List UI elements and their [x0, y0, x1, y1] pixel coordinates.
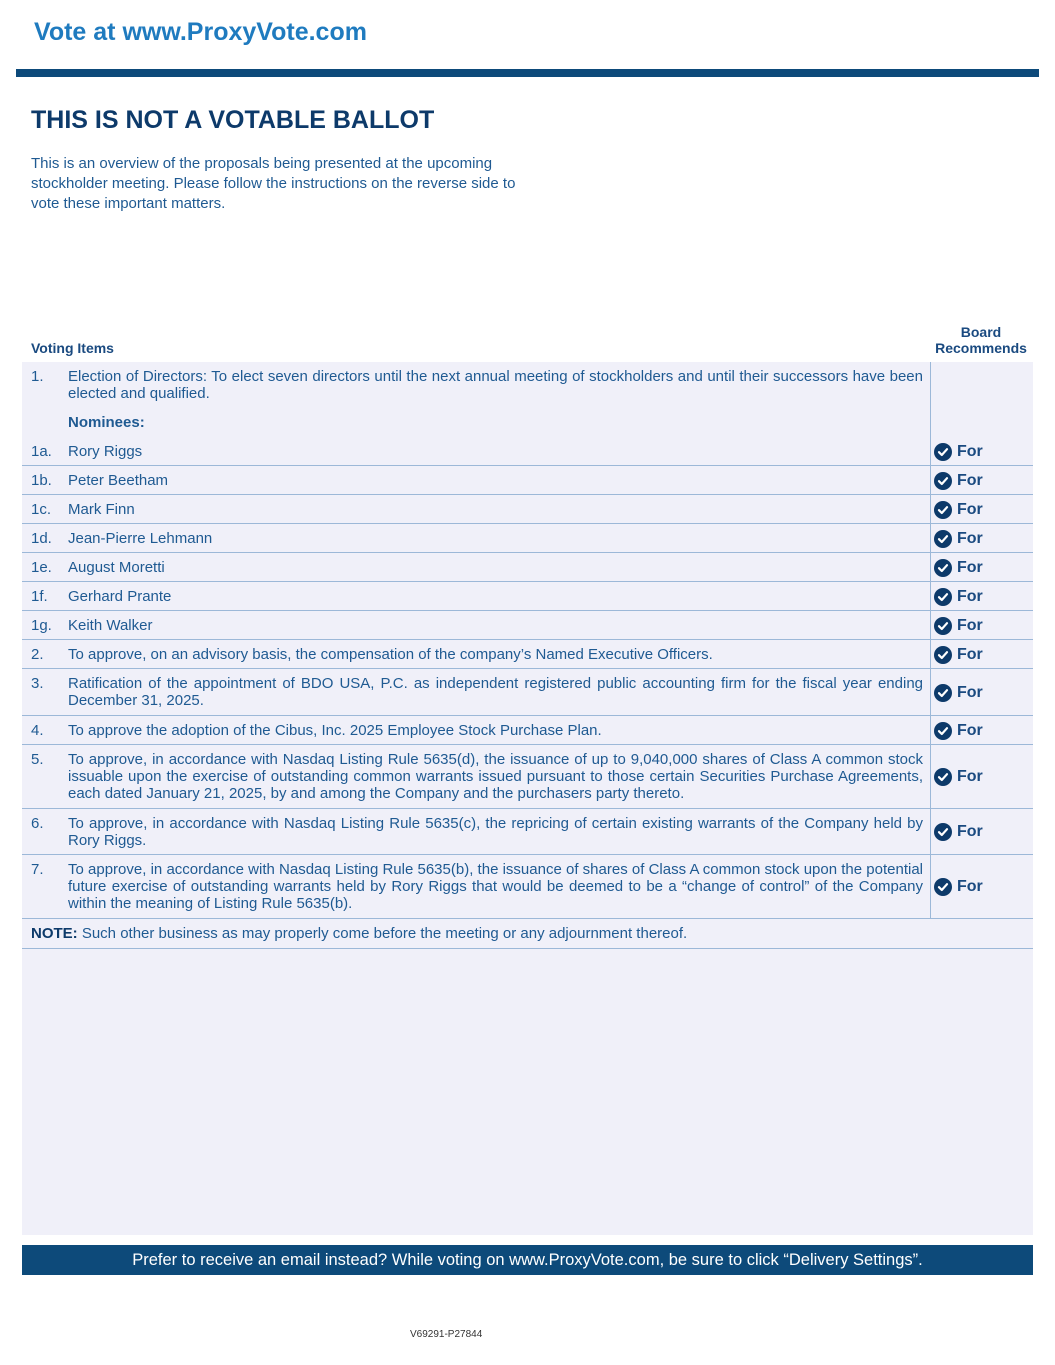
column-divider: [930, 716, 931, 745]
column-divider: [930, 362, 931, 466]
item-text: Ratification of the appointment of BDO USA, P.C. as independent registered public accounting firm for the fiscal year ending December 31, 2025.: [68, 675, 923, 709]
column-divider: [930, 809, 931, 855]
item-text: To approve, in accordance with Nasdaq Listing Rule 5635(b), the issuance of shares of Class A common stock upon the potential future exercise of outstanding warrants held by Rory Riggs that would be deemed to be a “change of control” of the Company within the meaning of Listing Rule 5635(b).: [68, 861, 923, 912]
board-heading-line1: Board: [960, 324, 1002, 340]
item-number: 1e.: [31, 559, 52, 576]
item-number: 7.: [31, 861, 44, 878]
table-row: [22, 669, 1033, 716]
item-text: Peter Beetham: [68, 472, 169, 489]
header-title: Vote at www.ProxyVote.com: [34, 18, 367, 46]
recommendation-label: For: [957, 646, 983, 663]
recommendation-label: For: [957, 443, 983, 460]
item-number: 6.: [31, 815, 44, 832]
board-recommendation: [934, 645, 1033, 665]
column-divider: [930, 495, 931, 524]
table-row: [22, 495, 1033, 524]
voting-items-heading: Voting Items: [31, 340, 114, 356]
table-row: [22, 524, 1033, 553]
header-divider: [16, 69, 1039, 77]
column-divider: [930, 524, 931, 553]
item-text: To approve, on an advisory basis, the compensation of the company’s Named Executive Officers.: [68, 646, 713, 663]
item-text: To approve, in accordance with Nasdaq Listing Rule 5635(c), the repricing of certain existing warrants of the Company held by Rory Riggs.: [68, 815, 923, 849]
column-divider: [930, 640, 931, 669]
item-number: 2.: [31, 646, 44, 663]
note-label: NOTE:: [31, 925, 78, 942]
item-text: Jean-Pierre Lehmann: [68, 530, 213, 547]
table-row: [22, 553, 1033, 582]
item-number: 5.: [31, 751, 44, 768]
column-divider: [930, 855, 931, 919]
recommendation-label: For: [957, 559, 983, 576]
column-divider: [930, 466, 931, 495]
document-code: V69291-P27844: [410, 1329, 483, 1340]
item-number: 1a.: [31, 443, 52, 460]
item-text: To approve the adoption of the Cibus, Inc. 2025 Employee Stock Purchase Plan.: [68, 722, 602, 739]
recommendation-label: For: [957, 722, 983, 739]
board-recommendation: [934, 558, 1033, 578]
check-circle-icon: [934, 878, 952, 896]
table-row: [22, 466, 1033, 495]
board-recommendation: [934, 471, 1033, 491]
item-text: Gerhard Prante: [68, 588, 172, 605]
table-row: [22, 809, 1033, 855]
recommendation-label: For: [957, 823, 983, 840]
board-recommends-heading: [928, 324, 1034, 356]
item-number: 1d.: [31, 530, 52, 547]
board-recommendation: [934, 529, 1033, 549]
check-circle-icon: [934, 684, 952, 702]
recommendation-label: For: [957, 472, 983, 489]
recommendation-label: For: [957, 617, 983, 634]
item-number: 3.: [31, 675, 44, 692]
board-recommendation: [934, 442, 1033, 462]
table-row: [22, 611, 1033, 640]
email-delivery-banner: Prefer to receive an email instead? While voting on www.ProxyVote.com, be sure to click “Delivery Settings”.: [22, 1245, 1033, 1275]
table-row: [22, 855, 1033, 919]
recommendation-label: For: [957, 530, 983, 547]
recommendation-label: For: [957, 588, 983, 605]
board-recommendation: [934, 822, 1033, 842]
board-heading-line2: Recommends: [935, 340, 1027, 356]
table-row: [22, 582, 1033, 611]
item-number: 1.: [31, 368, 44, 385]
column-divider: [930, 669, 931, 716]
note-text: [31, 925, 1021, 942]
board-recommendation: [934, 500, 1033, 520]
board-recommendation: [934, 721, 1033, 741]
ballot-title: THIS IS NOT A VOTABLE BALLOT: [31, 106, 435, 134]
check-circle-icon: [934, 472, 952, 490]
election-row: [22, 362, 1033, 466]
item-number: 1g.: [31, 617, 52, 634]
column-divider: [930, 611, 931, 640]
table-row: [22, 716, 1033, 745]
check-circle-icon: [934, 722, 952, 740]
item-number: 4.: [31, 722, 44, 739]
check-circle-icon: [934, 646, 952, 664]
recommendation-label: For: [957, 684, 983, 701]
item-text: Mark Finn: [68, 501, 135, 518]
check-circle-icon: [934, 768, 952, 786]
item-number: 1b.: [31, 472, 52, 489]
column-divider: [930, 582, 931, 611]
check-circle-icon: [934, 588, 952, 606]
item-text: To approve, in accordance with Nasdaq Listing Rule 5635(d), the issuance of up to 9,040,000 shares of Class A common stock issuable upon the exercise of outstanding common warrants issued pursuant to those certain Securities Purchase Agreements, each dated January 21, 2025, by and among the Company and the purchasers party thereto.: [68, 751, 923, 802]
table-row: [22, 640, 1033, 669]
check-circle-icon: [934, 443, 952, 461]
item-text: Keith Walker: [68, 617, 153, 634]
intro-paragraph: This is an overview of the proposals being presented at the upcoming stockholder meeting. Please follow the instructions on the reverse side to vote these important matters.: [31, 155, 516, 212]
note-body: Such other business as may properly come before the meeting or any adjournment thereof.: [77, 925, 688, 942]
voting-items-table: [22, 362, 1033, 1235]
column-divider: [930, 745, 931, 809]
check-circle-icon: [934, 530, 952, 548]
check-circle-icon: [934, 501, 952, 519]
note-row: [22, 919, 1033, 949]
item-text: Election of Directors: To elect seven directors until the next annual meeting of stockholders and until their successors have been elected and qualified.: [68, 368, 923, 402]
item-text: Rory Riggs: [68, 443, 143, 460]
recommendation-label: For: [957, 768, 983, 785]
check-circle-icon: [934, 617, 952, 635]
recommendation-label: For: [957, 501, 983, 518]
item-number: 1c.: [31, 501, 52, 518]
item-text: August Moretti: [68, 559, 165, 576]
check-circle-icon: [934, 823, 952, 841]
board-recommendation: [934, 587, 1033, 607]
table-row: [22, 745, 1033, 809]
board-recommendation: [934, 616, 1033, 636]
column-divider: [930, 553, 931, 582]
check-circle-icon: [934, 559, 952, 577]
board-recommendation: [934, 877, 1033, 897]
recommendation-label: For: [957, 878, 983, 895]
board-recommendation: [934, 767, 1033, 787]
item-number: 1f.: [31, 588, 48, 605]
board-recommendation: [934, 683, 1033, 703]
nominees-label: Nominees:: [68, 414, 145, 431]
